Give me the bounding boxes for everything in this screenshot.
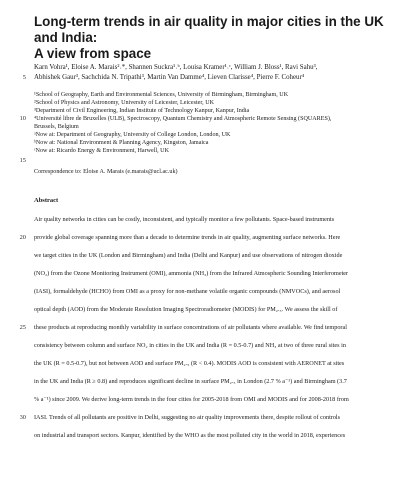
abstract-line: (NO₂) from the Ozone Monitoring Instrument (OMI), ammonia (NH₃) from the Infrared Atmospheric Sounding Interferometer — [34, 270, 349, 277]
title-line: Long-term trends in air quality in major cities in the UK and India: — [34, 14, 384, 45]
abstract-line: in the UK and India (R ≥ 0.8) and reproduces significant decline in surface PM₂.₅ in London (2.7 % a⁻¹) and Birmingham (3.7 — [34, 378, 347, 385]
abstract-line: provide global coverage spanning more than a decade to determine trends in air quality, augmenting surface networks. Here — [34, 234, 341, 241]
affiliation: ᵃNow at: Department of Geography, University of College London, London, UK — [34, 132, 231, 138]
abstract-line: the UK (R = 0.5-0.7), but not between AOD and surface PM₂.₅ (R < 0.4). MODIS AOD is consistent with AERONET at sites — [34, 360, 345, 367]
abstract-line: on industrial and transport sectors. Kanpur, identified by the WHO as the most polluted city in the world in 2018, experiences — [34, 432, 346, 439]
line-number: 20 — [19, 234, 26, 241]
abstract-line: we target cities in the UK (London and Birmingham) and India (Delhi and Kanpur) and use observations of nitrogen dioxide — [34, 252, 343, 259]
author-line: Abhishek Gaur³, Sachchida N. Tripathi³, Martin Van Damme⁴, Lieven Clarisse⁴, Pierre F. Coheur⁴ — [34, 74, 305, 81]
affiliation: ¹School of Geography, Earth and Environmental Sciences, University of Birmingham, Birmingham, UK — [34, 92, 289, 98]
title-line: A view from space — [34, 46, 152, 61]
abstract-line: these products at reproducing monthly variability in surface concentrations of air pollutants where available. We find temporal — [34, 324, 347, 331]
line-number: 25 — [19, 324, 26, 331]
abstract-heading: Abstract — [34, 197, 59, 204]
affiliation: ²School of Physics and Astronomy, University of Leicester, Leicester, UK — [34, 100, 214, 106]
abstract-line: % a⁻¹) since 2009. We derive long-term trends in the four cities for 2005-2018 from OMI and MODIS and for 2008-2018 from — [34, 396, 349, 403]
abstract-line: consistency between column and surface NO₂ in cities in the UK and India (R = 0.5-0.7) and NH₃ at two of three rural sites in — [34, 342, 346, 349]
author-line: Karn Vohra¹, Eloise A. Marais²˒*, Shannen Suckra¹˒ᵇ, Louisa Kramer¹˒ᶜ, William J. Bloss¹, Ravi Sahu³, — [34, 64, 318, 71]
affiliation: ᶜNow at: Ricardo Energy & Environment, Harwell, UK — [34, 148, 169, 154]
abstract-line: (IASI), formaldehyde (HCHO) from OMI as a proxy for non-methane volatile organic compounds (NMVOCs), and aerosol — [34, 288, 341, 295]
abstract-line: IASI. Trends of all pollutants are positive in Delhi, suggesting no air quality improvements there, despite rollout of controls — [34, 414, 341, 421]
paper-title — [34, 14, 404, 62]
abstract-line: optical depth (AOD) from the Moderate Resolution Imaging Spectroradiometer (MODIS) for PM₂.₅. We assess the skill of — [34, 306, 338, 313]
affiliation: ³Department of Civil Engineering, Indian Institute of Technology Kanpur, Kanpur, India — [34, 108, 250, 114]
affiliation: ⁴Université libre de Bruxelles (ULB), Spectroscopy, Quantum Chemistry and Atmospheric Remote Sensing (SQUARES), — [34, 116, 332, 122]
abstract-line: Air quality networks in cities can be costly, inconsistent, and typically monitor a few pollutants. Space-based instruments — [34, 216, 335, 223]
line-number: 5 — [22, 74, 26, 81]
affiliation: ᵇNow at: National Environment & Planning Agency, Kingston, Jamaica — [34, 140, 209, 146]
affiliation: Brussels, Belgium — [34, 124, 79, 130]
line-number: 15 — [19, 157, 26, 164]
line-number: 30 — [19, 414, 26, 421]
line-number: 10 — [19, 115, 26, 122]
correspondence: Correspondence to: Eloise A. Marais (e.marais@ucl.ac.uk) — [34, 169, 178, 175]
